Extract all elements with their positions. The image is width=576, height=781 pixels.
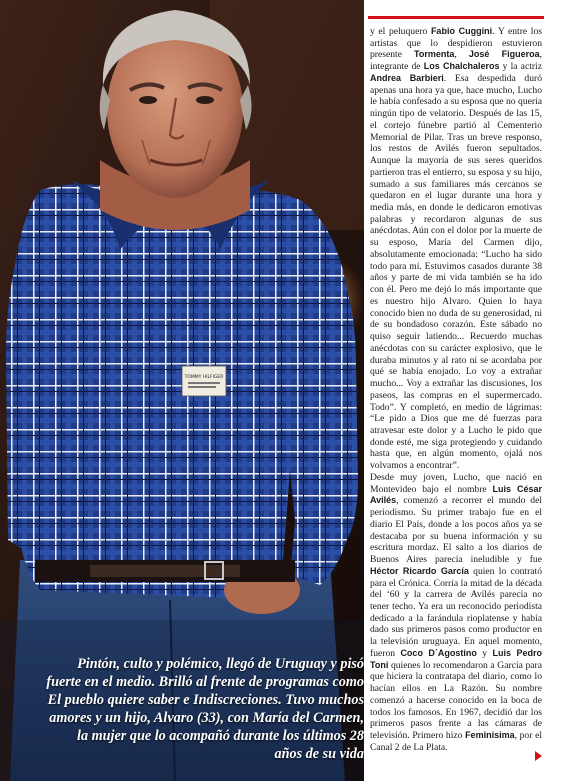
text-run: quien lo contrató para el Crónica. Corría la mitad de la década del ‘60 y la carrera de Avilés parecía no tener techo. Ya era un reconocido periodista dedicado a la farándula rioplatense y había dado sus primeros pasos como productor en la televisión uruguaya. En aquel momento, fueron (370, 565, 542, 659)
text-run: quienes lo recomendaron a García para que hiciera la contratapa del diario, como lo hacían ellos en La Razón. Su nombre comenzó a hacerse conocido en la boca de todos los famosos. En 1967, decidió dar los primeros pasos frente a las cámaras de televisión. Primero hizo (370, 659, 542, 742)
text-run: y (476, 647, 493, 659)
photo-caption: Pintón, culto y polémico, llegó de Uruguay y pisó fuerte en el medio. Brilló al frente de programas como El pueblo quiere saber e Indiscreciones. Tuvo muchos amores y un hijo, Alvaro (33), con María del Carmen, la mujer que lo acompañó durante los últimos 28 años de su vida (46, 656, 364, 762)
bold-name: Fabio Cuggini (430, 26, 493, 36)
pocket-label-text: TOMMY HILFIGER (184, 375, 224, 380)
text-run: , por el Canal 2 de La Plata. (370, 730, 542, 753)
text-run: y el peluquero (370, 26, 431, 37)
bold-name: Héctor Ricardo García (370, 565, 469, 576)
bold-name: Tormenta (414, 49, 455, 60)
text-run: Desde muy joven, Lucho, que nació en Montevideo bajo el nombre (370, 471, 542, 495)
text-run: . Y entre los artistas que lo despidieron estuvieron presente (370, 26, 542, 61)
article-paragraph-2 (370, 472, 542, 754)
text-run: , integrante de (370, 49, 542, 73)
bold-name: Feminísima (465, 730, 515, 741)
bold-name: Coco D´Agostino (400, 647, 477, 658)
bold-name: Los Chalchaleros (423, 61, 500, 72)
accent-rule (368, 16, 544, 19)
continue-arrow-icon (535, 751, 542, 761)
bold-name: Luis César Avilés (370, 483, 542, 506)
text-run: , comenzó a recorrer el mundo del periodismo. Su primer trabajo fue en el diario El País, donde a los pocos años ya se destacaba por su buena información y su escritura mordaz. El salto a los diarios de Buenos Aires parecía ineludible y fue (370, 495, 542, 566)
text-run: . Esa despedida duró apenas una hora ya que, hace mucho, Lucho le había confesado a su esposa que no quería ningún tipo de velatorio. Después de las 15, el cortejo fúnebre partió al Cementerio Memorial de Pilar. Tras un breve responso, los restos de Avilés fueron sepultados. Aunque la mayoría de sus seres queridos partieron tras el entierro, su esposa y su hijo, sumado a sus familiares más cercanos se quedaron en el lugar durante una hora y media más, en donde le dedicaron emotivas palabras y recordaron algunas de sus anécdotas. Aún con el dolor por la muerte de su esposo, María del Carmen dijo, absolutamente emocionada: “Lucho ha sido todo para mí. Estuvimos casados durante 38 años y parte de mi vida también se ha ido con él. Pero me dejó lo más importante que es nuestro hijo Alvaro. Quien lo haya conocido bien no duda de su generosidad, ni de su bondadoso corazón. Este sábado no quiso seguir latiendo... Recuerdo muchas anécdotas con su carácter explosivo, que le duraba minutos y al rato ni se acordaba por qué se había enojado. Lo voy a extrañar mucho... Voy a extrañar las discusiones, los paseos, las compras en el supermercado. Todo”. Y completó, en medio de lágrimas: “Le pido a Dios que me dé fuerzas para atravesar este dolor y a Lucho le pido que donde esté, me siga protegiendo y cuidando hasta que, en algún momento, ojalá nos volvamos a encontrar”. (370, 72, 542, 472)
article-paragraph-1 (370, 26, 542, 472)
bold-name: José Figueroa (468, 49, 540, 60)
bold-name: Luis Pedro Toni (370, 647, 542, 670)
article-body (370, 26, 542, 754)
text-run: y la actriz (499, 61, 542, 73)
bold-name: Andrea Barbieri (370, 72, 444, 83)
text-run: , (454, 49, 469, 61)
